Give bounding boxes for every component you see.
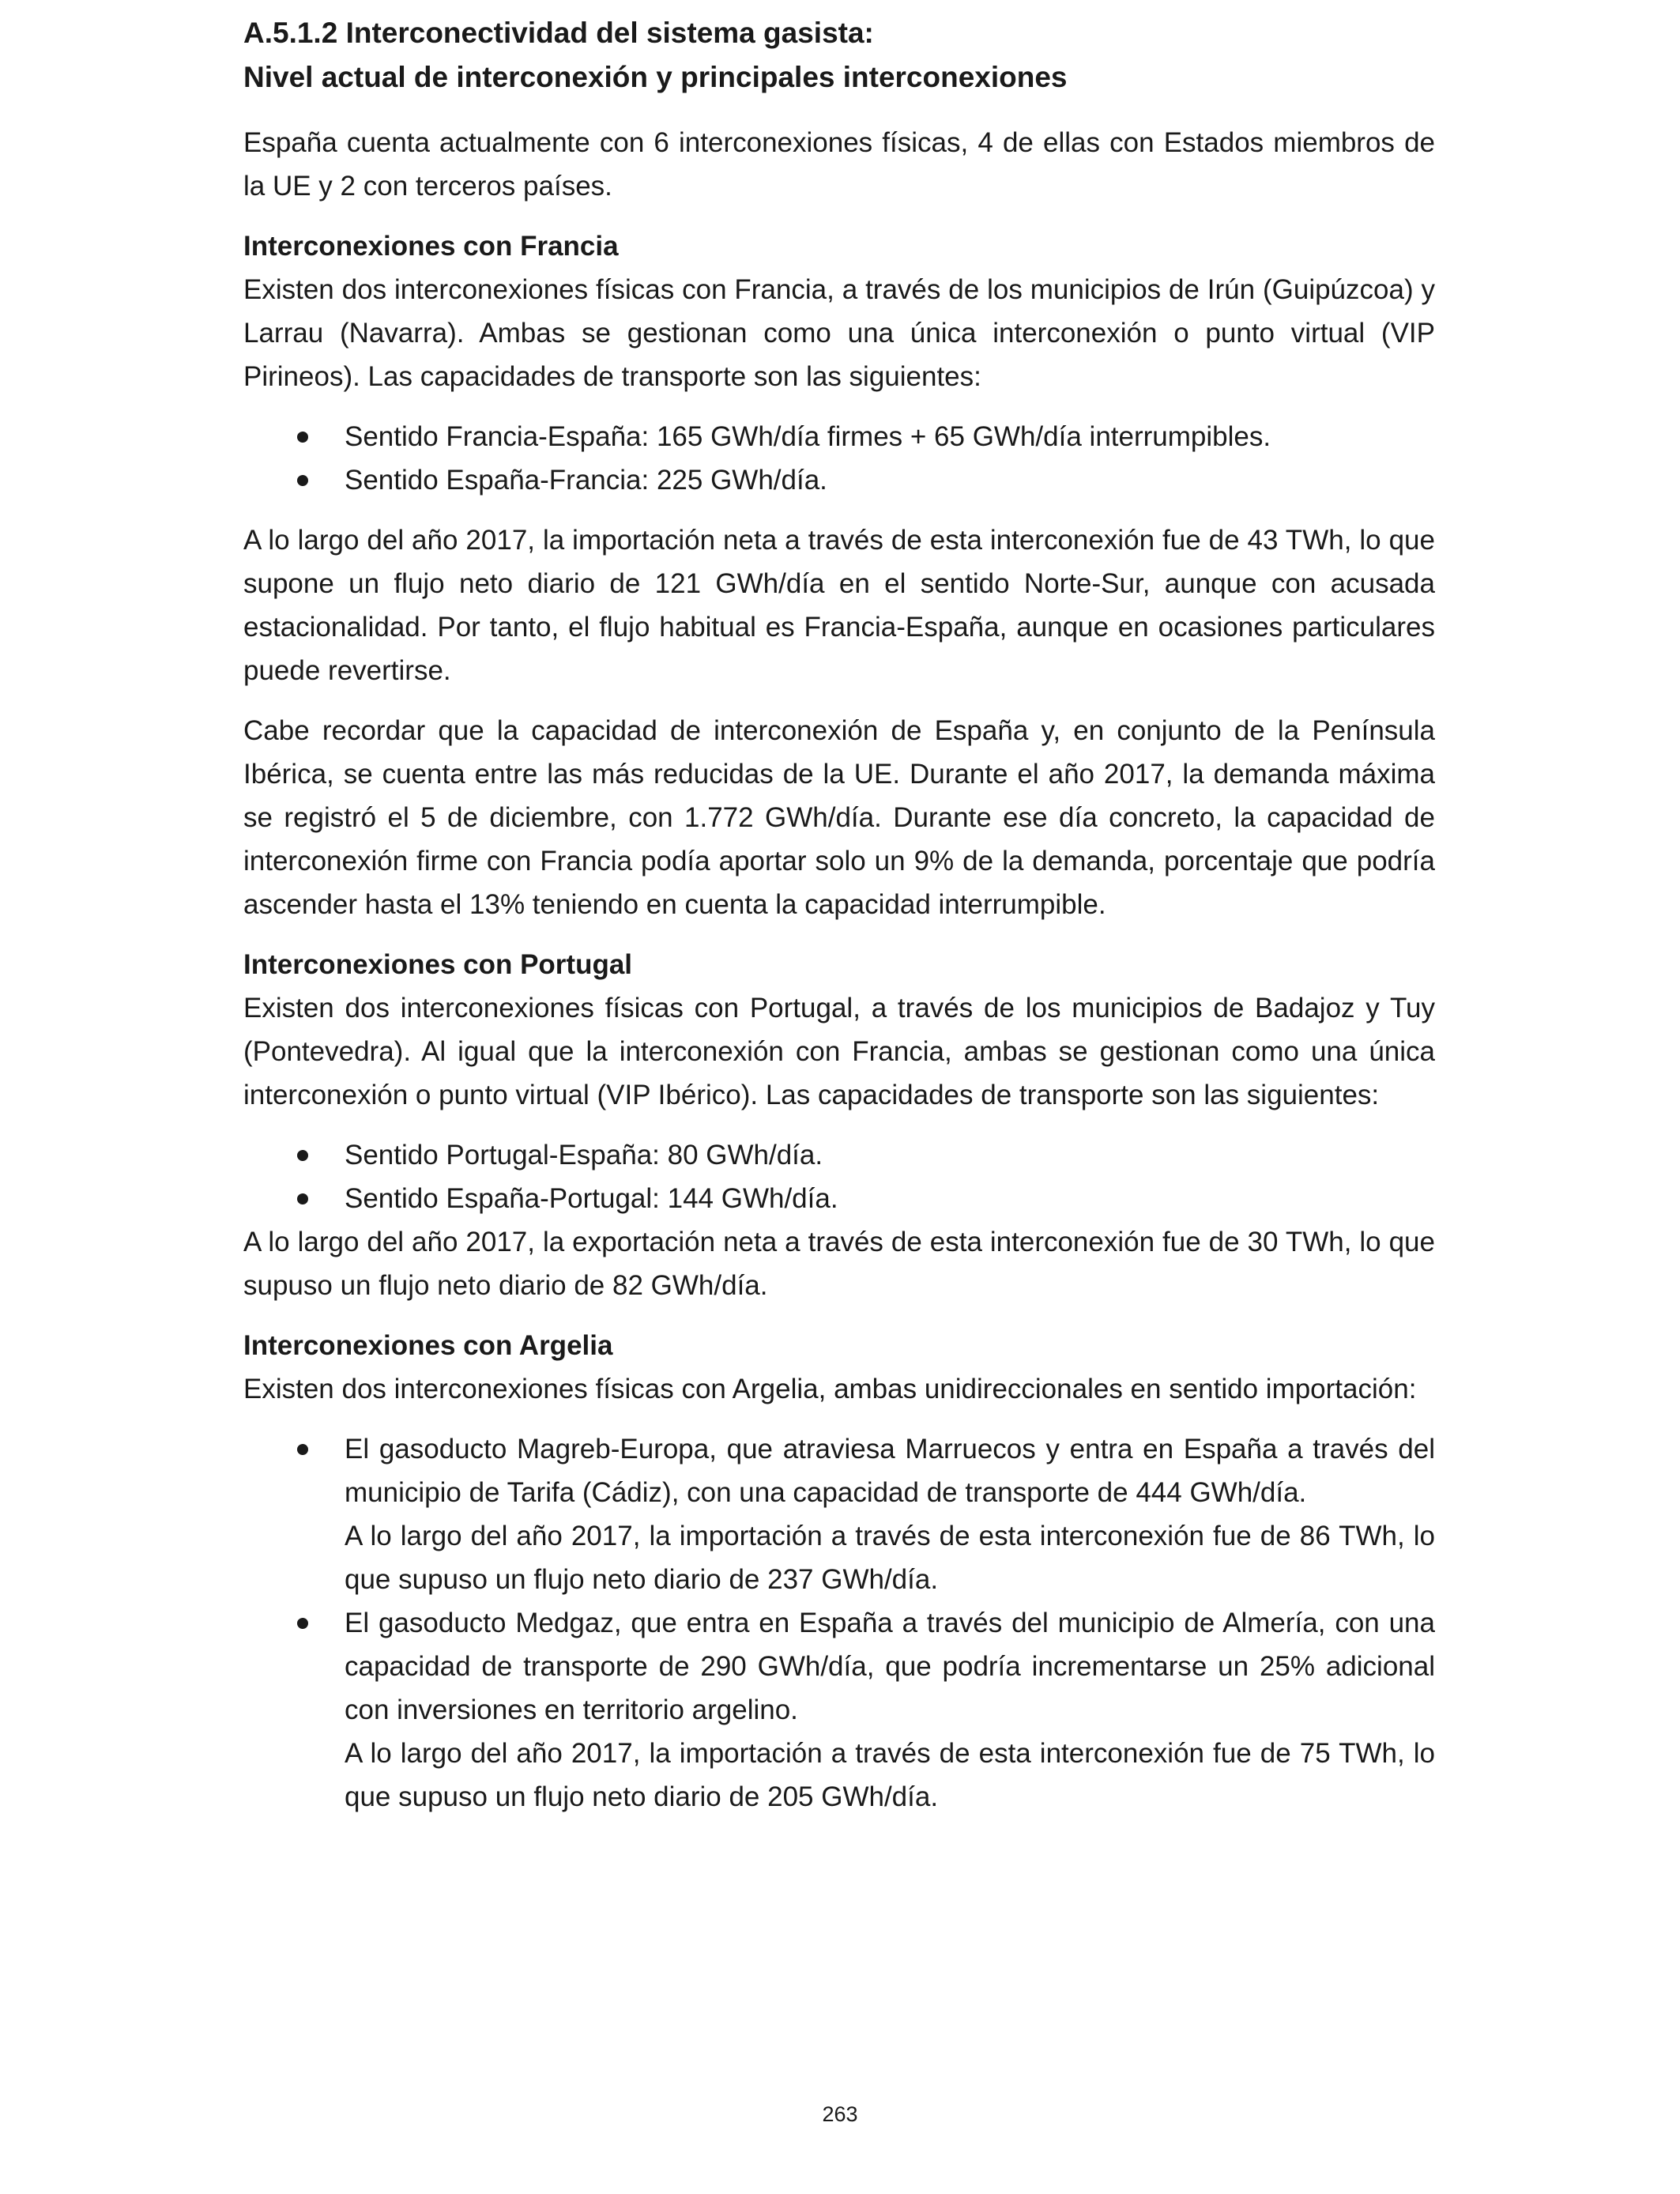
portugal-paragraph-1: Existen dos interconexiones físicas con Portugal, a través de los municipios de Badajoz y Tuy (Pontevedra). Al igual que la interconexión con Francia, ambas se gestionan como una única interconexión o punto virtual (VIP Ibérico). Las capacidades de transporte son las siguientes: — [243, 993, 1435, 1110]
section-heading — [243, 11, 1435, 100]
bullet-icon — [297, 1618, 308, 1629]
argelia-bullet-list — [243, 1427, 1435, 1819]
bullet-text: Sentido España-Portugal: 144 GWh/día. — [345, 1183, 838, 1214]
list-item — [243, 1427, 1435, 1601]
bullet-icon — [297, 432, 308, 443]
portugal-paragraph-2: A lo largo del año 2017, la exportación neta a través de esta interconexión fue de 30 TWh, lo que supuso un flujo neto diario de 82 GWh/día. — [243, 1227, 1435, 1301]
section-heading-line-2: Nivel actual de interconexión y principales interconexiones — [243, 61, 1068, 93]
bullet-text: Sentido Portugal-España: 80 GWh/día. — [345, 1140, 823, 1171]
argelia-title: Interconexiones con Argelia — [243, 1330, 613, 1361]
bullet-icon — [297, 1444, 308, 1455]
francia-bullet-list — [243, 415, 1435, 502]
bullet-note: A lo largo del año 2017, la importación a través de esta interconexión fue de 86 TWh, lo que supuso un flujo neto diario de 237 GWh/día. — [345, 1521, 1435, 1595]
francia-paragraph-1: Existen dos interconexiones físicas con Francia, a través de los municipios de Irún (Guipúzcoa) y Larrau (Navarra). Ambas se gestionan como una única interconexión o punto virtual (VIP Pirineos). Las capacidades de transporte son las siguientes: — [243, 274, 1435, 392]
bullet-note: A lo largo del año 2017, la importación a través de esta interconexión fue de 75 TWh, lo que supuso un flujo neto diario de 205 GWh/día. — [345, 1738, 1435, 1812]
francia-paragraph-2: A lo largo del año 2017, la importación neta a través de esta interconexión fue de 43 TWh, lo que supone un flujo neto diario de 121 GWh/día en el sentido Norte-Sur, aunque con acusada estacionalidad. Por tanto, el flujo habitual es Francia-España, aunque en ocasiones particulares puede revertirse. — [243, 525, 1435, 686]
page-content — [243, 11, 1435, 1819]
intro-paragraph: España cuenta actualmente con 6 interconexiones físicas, 4 de ellas con Estados miembros de la UE y 2 con terceros países. — [243, 127, 1435, 202]
page-number: 263 — [822, 2102, 858, 2126]
francia-paragraph-3: Cabe recordar que la capacidad de interconexión de España y, en conjunto de la Península Ibérica, se cuenta entre las más reducidas de la UE. Durante el año 2017, la demanda máxima se registró el 5 de diciembre, con 1.772 GWh/día. Durante ese día concreto, la capacidad de interconexión firme con Francia podía aportar solo un 9% de la demanda, porcentaje que podría ascender hasta el 13% teniendo en cuenta la capacidad interrumpible. — [243, 715, 1435, 920]
portugal-bullet-list — [243, 1133, 1435, 1220]
portugal-title: Interconexiones con Portugal — [243, 949, 633, 980]
list-item — [243, 1601, 1435, 1819]
bullet-icon — [297, 1193, 308, 1204]
bullet-text: Sentido España-Francia: 225 GWh/día. — [345, 465, 827, 496]
list-item — [243, 458, 1435, 502]
francia-title: Interconexiones con Francia — [243, 231, 619, 262]
bullet-text: El gasoducto Magreb-Europa, que atraviesa Marruecos y entra en España a través del municipio de Tarifa (Cádiz), con una capacidad de transporte de 444 GWh/día. — [345, 1434, 1435, 1508]
bullet-text: Sentido Francia-España: 165 GWh/día firmes + 65 GWh/día interrumpibles. — [345, 421, 1271, 452]
bullet-icon — [297, 1150, 308, 1161]
list-item — [243, 1177, 1435, 1220]
list-item — [243, 1133, 1435, 1177]
bullet-text: El gasoducto Medgaz, que entra en España a través del municipio de Almería, con una capacidad de transporte de 290 GWh/día, que podría incrementarse un 25% adicional con inversiones en territorio argelino. — [345, 1608, 1435, 1725]
argelia-paragraph-1: Existen dos interconexiones físicas con Argelia, ambas unidireccionales en sentido importación: — [243, 1374, 1417, 1404]
section-heading-line-1: A.5.1.2 Interconectividad del sistema gasista: — [243, 17, 874, 49]
list-item — [243, 415, 1435, 458]
bullet-icon — [297, 475, 308, 486]
